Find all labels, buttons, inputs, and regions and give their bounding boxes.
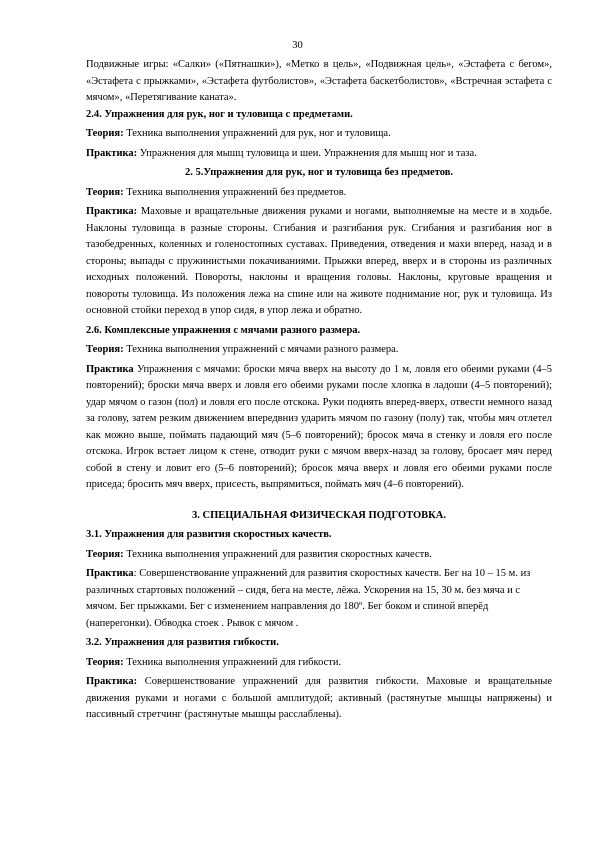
theory-text: Техника выполнения упражнений для развития скоростных качеств. bbox=[123, 548, 432, 560]
practice-text: Совершенствование упражнений для развития гибкости. Маховые и вращательные движения руками и ногами с большой амплитудой; активный (растянутые мышцы напряжены) и пассивный стретчинг (растянутые мышцы расслаблены). bbox=[86, 676, 552, 720]
heading-2-5: 2. 5.Упражнения для рук, ног и туловища без предметов. bbox=[184, 167, 454, 178]
practice-text: : Совершенствование упражнений для развития скоростных качеств. Бег на 10 – 15 м. из различных стартовых положений – сидя, бега на месте, лёжа. Ускорения на 15, 30 м. без мяча и с мячом. Бег прыжками. Бег с изменением направления до 180º. Бег боком и спиной вперёд (наперегонки). Обводка стоек . Рывок с мячом . bbox=[86, 568, 531, 629]
theory-2-4 bbox=[86, 126, 552, 143]
theory-label: Теория: bbox=[86, 344, 124, 355]
practice-label: Практика bbox=[86, 363, 134, 375]
heading-3-2: 3.2. Упражнения для развития гибкости. bbox=[86, 637, 279, 648]
theory-3-2 bbox=[86, 655, 552, 672]
practice-2-6 bbox=[86, 362, 552, 494]
theory-2-5 bbox=[86, 185, 552, 202]
theory-text: Техника выполнения упражнений без предметов. bbox=[123, 186, 347, 198]
theory-text: Техника выполнения упражнений для гибкости. bbox=[123, 656, 342, 668]
page-number: 30 bbox=[292, 40, 303, 51]
practice-text: Упражнения для мышц туловища и шеи. Упражнения для мышц ног и таза. bbox=[137, 147, 477, 159]
theory-label: Теория: bbox=[86, 128, 124, 139]
theory-2-6 bbox=[86, 342, 552, 359]
heading-2-6: 2.6. Комплексные упражнения с мячами разного размера. bbox=[86, 324, 361, 336]
theory-text: Техника выполнения упражнений для рук, ног и туловища. bbox=[123, 128, 391, 139]
section-3-title: 3. СПЕЦИАЛЬНАЯ ФИЗИЧЕСКАЯ ПОДГОТОВКА. bbox=[192, 509, 446, 521]
practice-label: Практика: bbox=[86, 676, 138, 687]
page-content bbox=[86, 57, 552, 724]
theory-label: Теория: bbox=[86, 186, 124, 198]
practice-label: Практика: bbox=[86, 206, 138, 217]
heading-3-1: 3.1. Упражнения для развития скоростных качеств. bbox=[86, 529, 332, 540]
practice-2-5 bbox=[86, 204, 552, 320]
practice-label: Практика: bbox=[86, 147, 138, 159]
practice-label: Практика bbox=[86, 568, 134, 579]
practice-text: Упражнения с мячами: броски мяча вверх на высоту до 1 м, ловля его обеими руками (4–5 повторений); броски мяча вверх и ловля его обеими руками после хлопка в ладоши (4–5 повторений); удар мячом о газон (пол) и ловля его после отскока. Руки поднять вперед-вверх, отвести немного назад за голову, затем резким движением впередвниз ударить мячом по газону (полу) так, чтобы мяч отлетел как можно выше, поймать падающий мяч (5–6 повторений); бросок мяча в стенку и ловля его после отскока. Игрок встает лицом к стене, отводит руки с мячом вверх-назад за голову, бросает мяч перед собой в стену и ловит его (5–6 повторений); бросок мяча вверх и ловля его обеими руками после приседа; бросить мяч вверх, присесть, выпрямиться, поймать мяч (4–6 повторений). bbox=[86, 363, 552, 490]
practice-2-4 bbox=[86, 146, 552, 163]
theory-label: Теория: bbox=[86, 656, 124, 668]
theory-label: Теория: bbox=[86, 548, 124, 560]
practice-3-2 bbox=[86, 674, 552, 724]
games-paragraph: Подвижные игры: «Салки» («Пятнашки»), «Метко в цель», «Подвижная цель», «Эстафета с бегом», «Эстафета с прыжками», «Эстафета футболистов», «Эстафета баскетболистов», «Встречная эстафета с мячом», «Перетягивание каната». bbox=[86, 59, 552, 103]
heading-2-4: 2.4. Упражнения для рук, ног и туловища с предметами. bbox=[86, 108, 353, 120]
theory-text: Техника выполнения упражнений с мячами разного размера. bbox=[123, 344, 399, 355]
theory-3-1 bbox=[86, 547, 552, 564]
practice-3-1 bbox=[86, 566, 552, 632]
practice-text: Маховые и вращательные движения руками и ногами, выполняемые на месте и в ходьбе. Наклоны туловища в разные стороны. Сгибания и разгибания рук. Сгибания и разгибания ног в тазобедренных, коленных и голеностопных суставах. Приведения, отведения и махи вперед, назад и в стороны; выпады с пружинистыми покачиваниями. Прыжки вперед, вверх и в стороны из различных исходных положений. Повороты, наклоны и вращения головы. Наклоны, круговые вращения и повороты туловища. Из положения лежа на спине или на животе поднимание ног, рук и туловища. Из основной стойки переход в упор сидя, в упор лежа и обратно. bbox=[86, 206, 552, 316]
